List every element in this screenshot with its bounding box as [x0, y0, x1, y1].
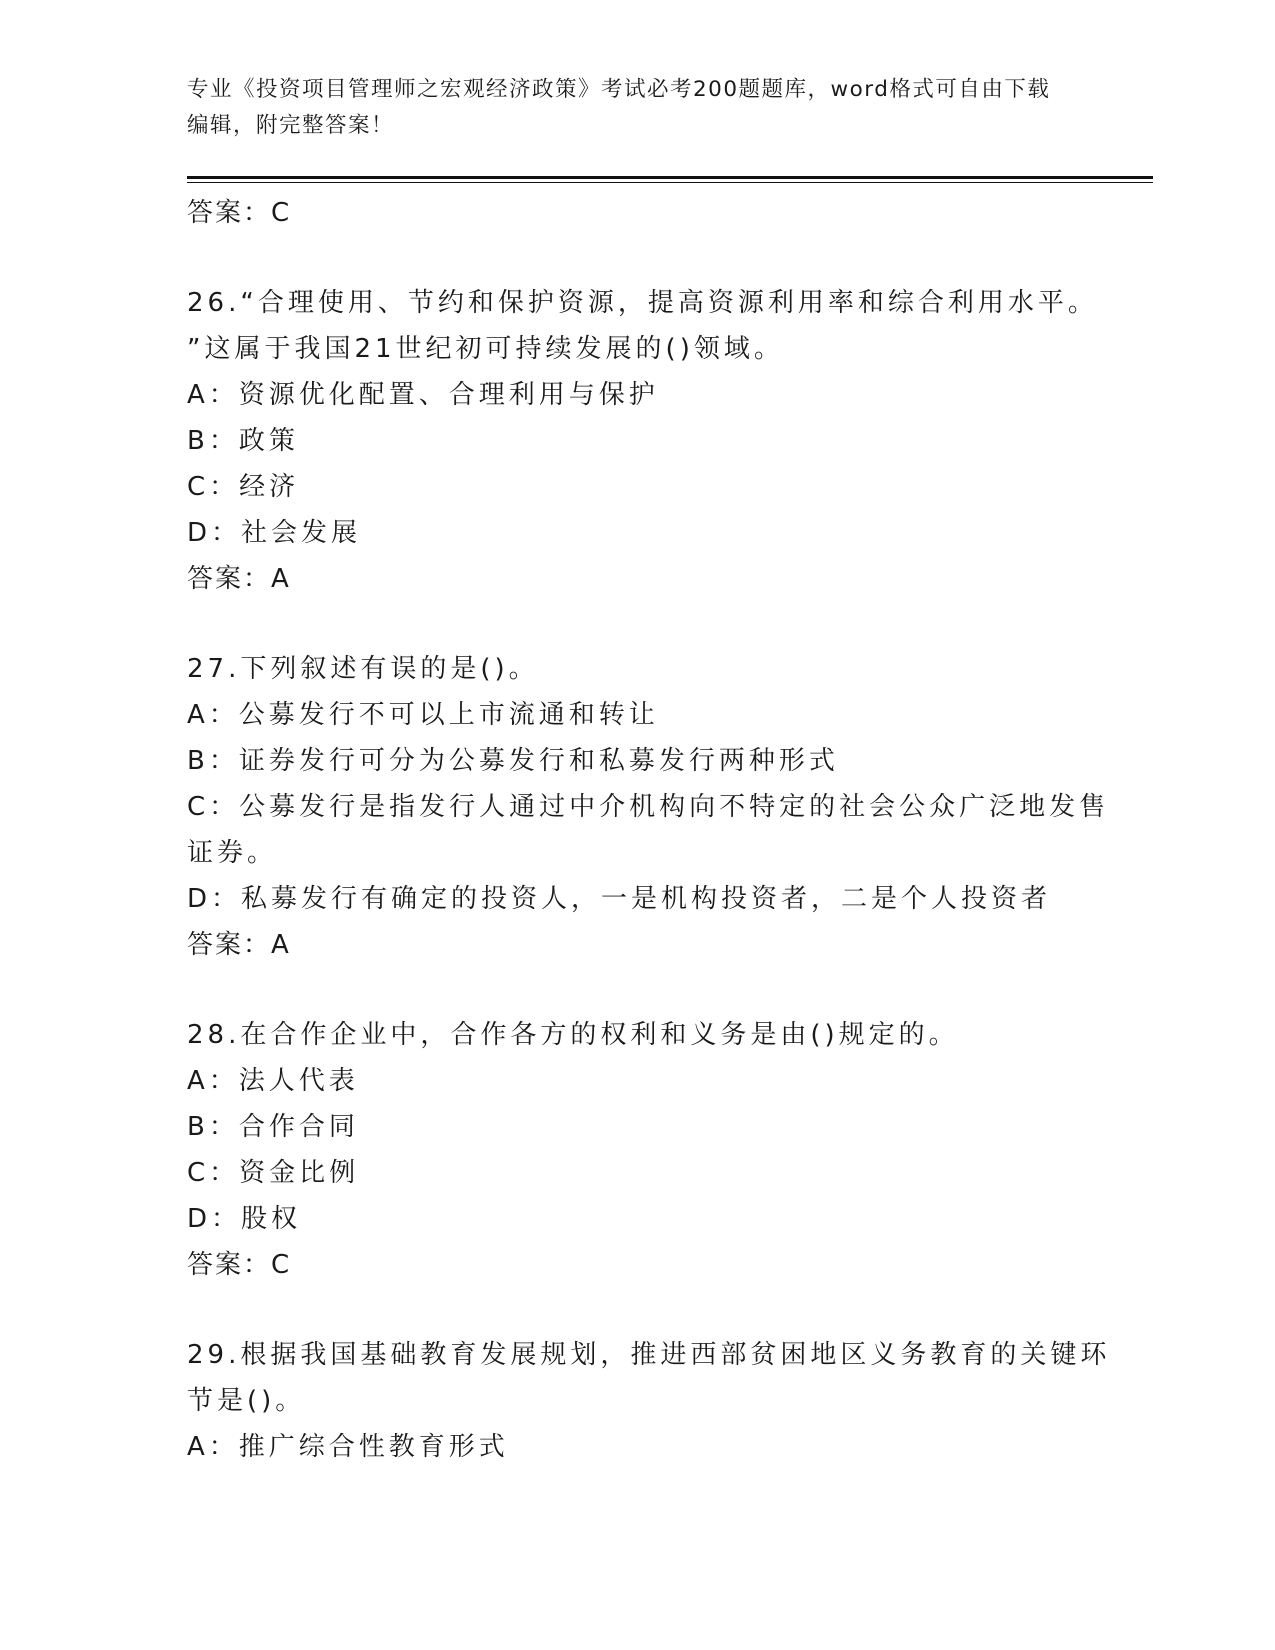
question-stem-continued: 节是()。 — [187, 1386, 306, 1416]
option-a: A：推广综合性教育形式 — [187, 1432, 509, 1462]
question-stem: 26.“合理使用、节约和保护资源，提高资源利用率和综合利用水平。 — [187, 288, 1098, 318]
option-c: C：经济 — [187, 472, 300, 502]
header-rule-thin — [187, 182, 1153, 183]
option-a: A：法人代表 — [187, 1066, 359, 1096]
option-d: D：私募发行有确定的投资人，一是机构投资者，二是个人投资者 — [187, 884, 1052, 914]
question-27 — [187, 646, 1110, 968]
option-d: D：社会发展 — [187, 518, 362, 548]
option-b: B：合作合同 — [187, 1112, 359, 1142]
answer-line: 答案：A — [187, 564, 291, 594]
option-a: A：资源优化配置、合理利用与保护 — [187, 380, 659, 410]
question-stem-continued: ”这属于我国21世纪初可持续发展的()领域。 — [187, 334, 784, 364]
question-26 — [187, 280, 1098, 602]
option-b: B：政策 — [187, 426, 299, 456]
document-body — [187, 190, 1111, 1470]
question-28 — [187, 1012, 1087, 1288]
option-a: A：公募发行不可以上市流通和转让 — [187, 700, 659, 730]
option-c: C：公募发行是指发行人通过中介机构向不特定的社会公众广泛地发售 — [187, 792, 1110, 822]
header-rule-thick — [187, 176, 1153, 179]
option-d: D：股权 — [187, 1204, 302, 1234]
option-c-continued: 证券。 — [187, 838, 278, 868]
document-header: 专业《投资项目管理师之宏观经济政策》考试必考200题题库，word格式可自由下载编辑，附完整答案！ — [187, 77, 1051, 138]
question-stem: 28.在合作企业中，合作各方的权利和义务是由()规定的。 — [187, 1020, 959, 1050]
answer-line: 答案：C — [187, 1250, 292, 1280]
answer-line: 答案：A — [187, 930, 291, 960]
question-29 — [187, 1332, 1111, 1470]
option-b: B：证券发行可分为公募发行和私募发行两种形式 — [187, 746, 839, 776]
question-stem: 29.根据我国基础教育发展规划，推进西部贫困地区义务教育的关键环 — [187, 1340, 1111, 1370]
option-c: C：资金比例 — [187, 1158, 360, 1188]
question-stem: 27.下列叙述有误的是()。 — [187, 654, 539, 684]
answer-line: 答案：C — [187, 198, 292, 228]
